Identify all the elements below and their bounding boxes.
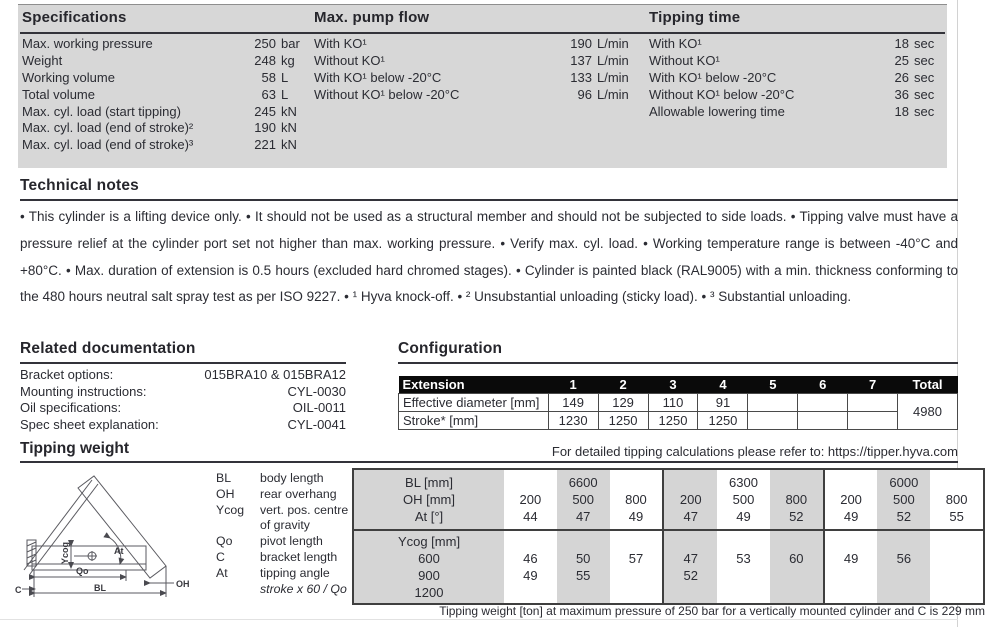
tipping-weight-title: Tipping weight: [20, 440, 130, 457]
legend-row: Qo pivot length: [216, 534, 323, 549]
configuration-title: Configuration: [398, 340, 503, 357]
tw-bottom-block: [354, 531, 983, 603]
legend-row: C bracket length: [216, 549, 338, 564]
section-rule: [20, 362, 346, 364]
tw-col: 6000 500 52: [877, 470, 930, 529]
doc-row: Oil specifications: OIL-0011: [20, 400, 346, 416]
tw-col: 200 49: [823, 470, 878, 529]
tw-head-cell: Ycog [mm] 600 900 1200: [354, 531, 504, 603]
tipping-time-row: Allowable lowering time 18 sec: [649, 103, 935, 119]
diagram-label-ycog: Ycog: [60, 541, 70, 564]
diagram-label-bl: BL: [94, 583, 106, 593]
tw-col: 6600 500 47: [557, 470, 610, 529]
legend-row: BL body length: [216, 471, 324, 485]
stroke-row: Stroke* [mm] 1230 1250 1250 1250: [399, 411, 958, 429]
tipping-time-row: Without KO¹ below -20°C 36 sec: [649, 86, 935, 102]
pump-flow-row: Without KO¹ 137 L/min: [314, 52, 629, 68]
tipping-time-row: Without KO¹ 25 sec: [649, 52, 935, 68]
tw-col: 46 49: [523, 551, 538, 583]
related-documentation-title: Related documentation: [20, 340, 196, 357]
effective-diameter-row: Effective diameter [mm] 149 129 110 91 4980: [399, 393, 958, 411]
tw-col: 200 47: [662, 470, 717, 529]
extension-header-row: Extension 1 2 3 4 5 6 7 Total: [399, 376, 958, 393]
tipper-diagram: [14, 466, 214, 612]
tw-col: 800 55: [945, 492, 968, 524]
spec-row: Max. working pressure 250 bar: [22, 36, 300, 51]
diagram-legend: [216, 471, 350, 597]
diagram-label-c: C: [15, 585, 22, 595]
tw-col: 6300 500 49: [729, 475, 758, 524]
configuration-section: [398, 340, 958, 430]
spec-row: Max. cyl. load (end of stroke)² 190 kN: [22, 120, 297, 136]
tipping-time-row: With KO¹ below -20°C 26 sec: [649, 69, 935, 85]
tw-col: 57: [628, 551, 644, 566]
scan-bottom-edge: [0, 619, 958, 620]
section-rule: [398, 362, 958, 364]
section-rule: [20, 461, 958, 463]
spec-row: Total volume 63 L: [22, 86, 289, 102]
tw-col: 47 52: [662, 531, 717, 603]
tipping-time-title: Tipping time: [649, 9, 741, 26]
doc-row: Spec sheet explanation: CYL-0041: [20, 416, 346, 432]
tw-col: 800 52: [770, 470, 823, 529]
tipping-calculator-link[interactable]: For detailed tipping calculations please refer to: https://tipper.hyva.com: [551, 444, 958, 459]
tw-col: 50 55: [557, 531, 610, 603]
pump-flow-row: With KO¹ below -20°C 133 L/min: [314, 69, 629, 85]
tw-col: 56: [877, 531, 930, 603]
specifications-column: [22, 9, 306, 154]
tw-col: 53: [736, 551, 751, 566]
specifications-title: Specifications: [22, 9, 127, 26]
technical-notes-section: [20, 177, 958, 311]
tw-col: [930, 531, 983, 603]
tw-col: 60: [770, 531, 823, 603]
tw-col: 800 49: [625, 492, 647, 524]
spec-row: Weight 248 kg: [22, 52, 295, 68]
spec-row: Working volume 58 L: [22, 69, 289, 85]
legend-row: At tipping angle: [216, 565, 330, 580]
related-documentation-section: [20, 340, 346, 433]
legend-row: stroke x 60 / Qo: [260, 581, 347, 596]
technical-notes-text: • This cylinder is a lifting device only. • It should not be used as a structural member and should not be subjected to side loads. • Tipping valve must have a pressure relief at the cylinder port set not higher than max. working pressure. • Verify max. cyl. load. • Working temperature range is between -40°C and +80°C. • Max. duration of extension is 0.5 hours (excluded hard chromed stages). • Cylinder is painted black (RAL9005) with a min. thickness conforming to the 480 hours neutral salt spray test as per ISO 9227. • ¹ Hyva knock-off. • ² Unsubstantial unloading (sticky load). • ³ Substantial unloading.: [20, 209, 958, 305]
tw-col: 200 44: [519, 492, 542, 524]
spec-row: Max. cyl. load (start tipping) 245 kN: [22, 103, 297, 119]
diagram-label-qo: Qo: [76, 566, 89, 576]
tw-head-cell: BL [mm] OH [mm] At [°]: [354, 470, 504, 529]
section-rule: [20, 199, 958, 201]
extension-table: [398, 376, 958, 430]
doc-row: Mounting instructions: CYL-0030: [20, 383, 346, 399]
tw-col: 49: [823, 531, 878, 603]
stroke-total-cell: 4980: [898, 393, 958, 429]
diagram-label-oh: OH: [176, 579, 190, 589]
doc-row: Bracket options: 015BRA10 & 015BRA12: [20, 367, 346, 382]
technical-notes-title: Technical notes: [20, 177, 139, 194]
top-specs-panel: [18, 4, 947, 168]
tipping-time-row: With KO¹ 18 sec: [649, 36, 935, 51]
tipping-weight-footnote: Tipping weight [ton] at maximum pressure of 250 bar for a vertically mounted cylinder and C is 229 mm: [439, 604, 985, 618]
pump-flow-title: Max. pump flow: [314, 9, 430, 26]
pump-flow-column: [314, 9, 634, 104]
centre-of-gravity-icon: [87, 551, 97, 561]
tipping-time-column: [649, 9, 939, 120]
diagram-label-at: At: [114, 546, 124, 556]
legend-row: OH rear overhang: [216, 486, 337, 501]
pump-flow-row: Without KO¹ below -20°C 96 L/min: [314, 86, 629, 102]
tipped-body-outline: [78, 476, 166, 578]
tipping-weight-table: [352, 468, 985, 605]
legend-row: Ycog vert. pos. centre of gravity: [216, 502, 349, 533]
pump-flow-row: With KO¹ 190 L/min: [314, 36, 629, 51]
spec-row: Max. cyl. load (end of stroke)³ 221 kN: [22, 137, 297, 153]
tw-top-block: [354, 470, 983, 531]
